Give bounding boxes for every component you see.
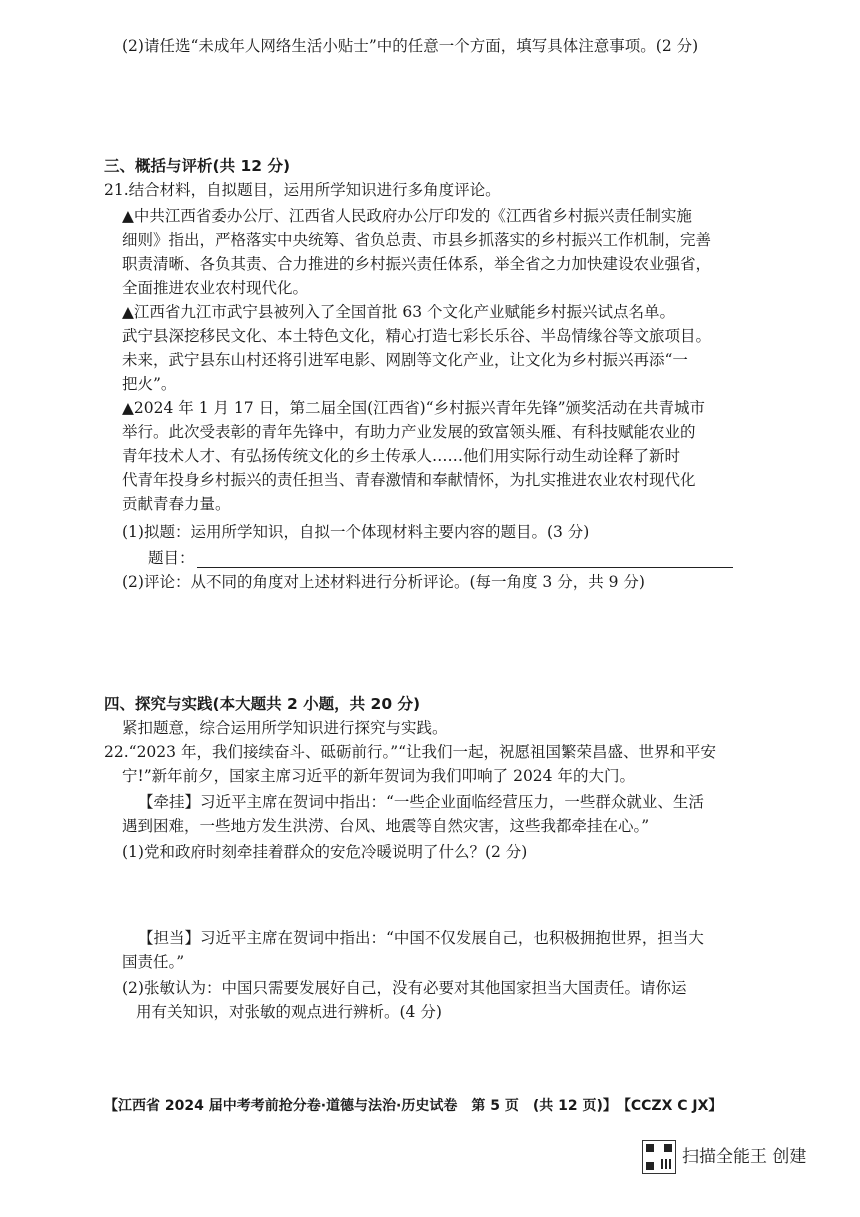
dandang-line: 【担当】习近平主席在贺词中指出：“中国不仅发展自己，也积极拥抱世界，担当大 xyxy=(138,929,704,947)
q21-part2: (2)评论：从不同的角度对上述材料进行分析评论。(每一角度 3 分，共 9 分) xyxy=(122,573,645,591)
qr-code-icon xyxy=(642,1140,676,1174)
q22-stem-line: 宁!”新年前夕，国家主席习近平的新年贺词为我们叩响了 2024 年的大门。 xyxy=(122,767,635,785)
material-line: ▲中共江西省委办公厅、江西省人民政府办公厅印发的《江西省乡村振兴责任制实施 xyxy=(122,207,692,225)
material-line: 职责清晰、各负其责、合力推进的乡村振兴责任体系，举全省之力加快建设农业强省， xyxy=(122,255,712,273)
material-line: 代青年投身乡村振兴的责任担当、青春激情和奉献情怀，为扎实推进农业农村现代化 xyxy=(122,471,696,489)
title-label: 题目： xyxy=(148,549,195,567)
material-line: 武宁县深挖移民文化、本土特色文化，精心打造七彩长乐谷、半岛情缘谷等文旅项目。 xyxy=(122,327,712,345)
qiangua-line: 遇到困难，一些地方发生洪涝、台风、地震等自然灾害，这些我都牵挂在心。” xyxy=(122,817,650,835)
q21-part1: (1)拟题：运用所学知识，自拟一个体现材料主要内容的题目。(3 分) xyxy=(122,523,590,541)
material-line: 举行。此次受表彰的青年先锋中，有助力产业发展的致富领头雁、有科技赋能农业的 xyxy=(122,423,696,441)
material-line: ▲2024 年 1 月 17 日，第二届全国(江西省)“乡村振兴青年先锋”颁奖活动在共青城市 xyxy=(122,399,706,417)
material-line: 细则》指出，严格落实中央统筹、省负总责、市县乡抓落实的乡村振兴工作机制，完善 xyxy=(122,231,712,249)
section3-title: 三、概括与评析(共 12 分) xyxy=(104,157,291,175)
material-line: 未来，武宁县东山村还将引进军电影、网剧等文化产业，让文化为乡村振兴再添“一 xyxy=(122,351,688,369)
page-footer: 【江西省 2024 届中考考前抢分卷·道德与法治·历史试卷 第 5 页 (共 12 页)】 【CCZX C JX】 xyxy=(104,1098,723,1114)
q22-stem-line: 22.“2023 年，我们接续奋斗、砥砺前行。”“让我们一起，祝愿祖国繁荣昌盛、世界和平安 xyxy=(104,743,717,761)
title-answer-row xyxy=(148,548,733,568)
material-line: 贡献青春力量。 xyxy=(122,495,231,513)
dandang-line: 国责任。” xyxy=(122,953,185,971)
q20-part2: (2)请任选“未成年人网络生活小贴士”中的任意一个方面，填写具体注意事项。(2 分) xyxy=(122,37,699,55)
material-line: 把火”。 xyxy=(122,375,177,393)
scanner-watermark: 扫描全能王 创建 xyxy=(682,1147,807,1167)
section4-title: 四、探究与实践(本大题共 2 小题，共 20 分) xyxy=(104,695,421,713)
q22-part2-line: (2)张敏认为：中国只需要发展好自己，没有必要对其他国家担当大国责任。请你运 xyxy=(122,979,687,997)
q21-stem: 21.结合材料，自拟题目，运用所学知识进行多角度评论。 xyxy=(104,181,501,199)
qiangua-line: 【牵挂】习近平主席在贺词中指出：“一些企业面临经营压力，一些群众就业、生活 xyxy=(138,793,704,811)
section4-instruction: 紧扣题意，综合运用所学知识进行探究与实践。 xyxy=(122,719,448,737)
title-answer-blank[interactable] xyxy=(197,551,733,568)
material-line: ▲江西省九江市武宁县被列入了全国首批 63 个文化产业赋能乡村振兴试点名单。 xyxy=(122,303,675,321)
material-line: 全面推进农业农村现代化。 xyxy=(122,279,309,297)
material-line: 青年技术人才、有弘扬传统文化的乡土传承人……他们用实际行动生动诠释了新时 xyxy=(122,447,681,465)
q22-part1: (1)党和政府时刻牵挂着群众的安危冷暖说明了什么？(2 分) xyxy=(122,843,528,861)
q22-part2-line: 用有关知识，对张敏的观点进行辨析。(4 分) xyxy=(136,1003,442,1021)
